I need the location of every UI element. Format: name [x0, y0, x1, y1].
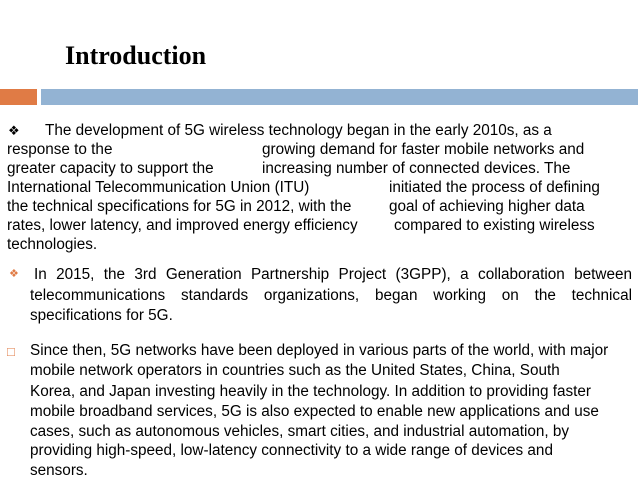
paragraph-3-line: mobile broadband services, 5G is also expected to enable new applications and use [30, 403, 599, 420]
paragraph-2-line: In 2015, the 3rd Generation Partnership Project (3GPP), a collaboration between [34, 266, 632, 283]
blue-accent-bar [41, 89, 638, 105]
paragraph-1-line: greater capacity to support the [7, 160, 214, 177]
paragraph-1-line: technologies. [7, 236, 98, 253]
paragraph-2-line: telecommunications standards organizations, began working on the technical [30, 287, 632, 304]
paragraph-3-line: cases, such as autonomous vehicles, smart cities, and industrial automation, by [30, 423, 570, 440]
paragraph-1-line: growing demand for faster mobile networks and [262, 141, 585, 158]
paragraph-2-line: specifications for 5G. [30, 307, 173, 324]
paragraph-1-line: goal of achieving higher data [389, 198, 585, 215]
paragraph-1-line: rates, lower latency, and improved energy efficiency [7, 217, 358, 234]
slide-title: Introduction [65, 41, 207, 70]
paragraph-1-line: initiated the process of defining [389, 179, 600, 196]
paragraph-1-line: International Telecommunication Union (ITU) [7, 179, 310, 196]
paragraph-1-line: response to the [7, 141, 113, 158]
paragraph-3-line: Korea, and Japan investing heavily in the technology. In addition to providing faster [30, 383, 591, 400]
paragraph-1-line: increasing number of connected devices. The [262, 160, 571, 177]
square-bullet-icon: □ [7, 344, 15, 359]
paragraph-1-line: compared to existing wireless [394, 217, 595, 234]
paragraph-1-line: The development of 5G wireless technology began in the early 2010s, as a [45, 122, 552, 139]
paragraph-1-line: the technical specifications for 5G in 2012, with the [7, 198, 352, 215]
paragraph-3-line: Since then, 5G networks have been deployed in various parts of the world, with major [30, 342, 609, 359]
diamond-bullet-icon: ❖ [8, 123, 20, 138]
paragraph-3-line: sensors. [30, 462, 88, 479]
paragraph-3-line: providing high-speed, low-latency connectivity to a wide range of devices and [30, 442, 553, 459]
diamond-bullet-icon: ❖ [9, 268, 19, 280]
orange-accent-bar [0, 89, 37, 105]
paragraph-3-line: mobile network operators in countries such as the United States, China, South [30, 362, 560, 379]
